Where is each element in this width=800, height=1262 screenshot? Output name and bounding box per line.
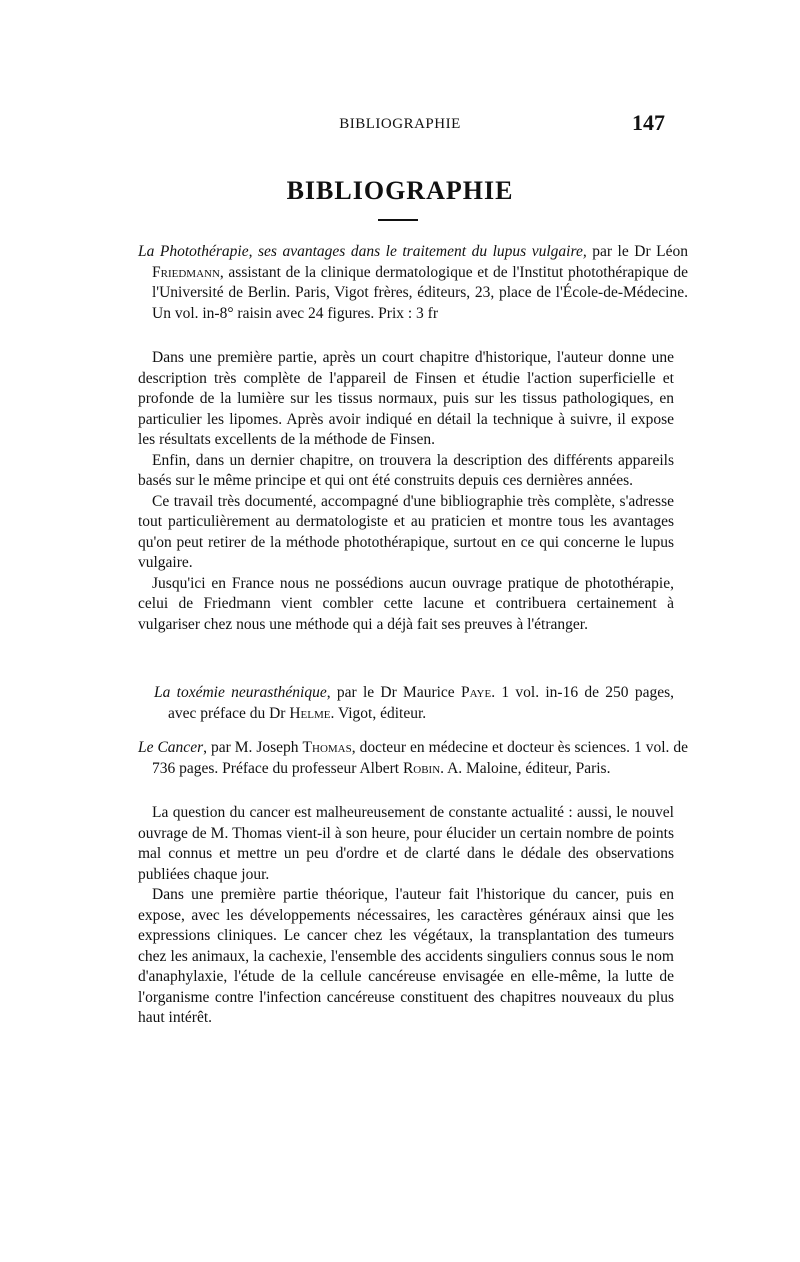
review-3-paragraph-2: Dans une première partie théorique, l'auteur fait l'historique du cancer, puis en expose, avec les développements nécessaires, les caractères généraux ainsi que les expressions cliniques. Le cancer chez les végétaux, la transplantation des tumeurs chez les animaux, la cachexie, l'ensemble des accidents singuliers connus sous le nom d'anaphylaxie, l'étude de la cellule cancéreuse envisagée en elle-même, la lutte de l'organisme contre l'infection cancéreuse constituent des chapitres nouveaux du plus haut intérêt.: [138, 886, 674, 1026]
review-1-paragraph-2: Enfin, dans un dernier chapitre, on trouvera la description des différents appareils basés sur le même principe et qui ont été construits depuis ces dernières années.: [138, 451, 674, 489]
review-3-paragraph-1: La question du cancer est malheureusement de constante actualité : aussi, le nouvel ouvrage de M. Thomas vient-il à son heure, pour élucider un certain nombre de points mal connus et mettre un peu d'ordre et de clarté dans le dédale des observations publiées chaque jour.: [138, 804, 674, 883]
entry-1-details: , assistant de la clinique dermatologique et de l'Institut photothérapique de l'Université de Berlin. Paris, Vigot frères, éditeurs, 23, place de l'École-de-Médecine. Un vol. in-8° raisin avec 24 figures. Prix : 3 fr: [152, 263, 688, 322]
review-1: [138, 348, 674, 635]
entry-2-mid: . 1 vol. in-16 de 250 pages, avec préface du Dr: [168, 684, 674, 722]
entry-2-author: Paye: [460, 684, 492, 701]
page-number: 147: [632, 110, 665, 135]
bibliography-entry-3: [138, 738, 688, 779]
page-title: BIBLIOGRAPHIE: [286, 176, 514, 205]
entry-3-author-2: Robin: [402, 759, 441, 777]
bibliography-entry-1: [138, 242, 688, 324]
entry-3-title: Le Cancer: [138, 739, 204, 756]
review-3: [138, 803, 674, 1029]
review-1-paragraph-3: Ce travail très documenté, accompagné d'une bibliographie très complète, s'adresse tout particulièrement au dermatologiste et au praticien et montre tous les avantages qu'on peut retirer de la méthode photothérapique, surtout en ce qui concerne le lupus vulgaire.: [138, 492, 674, 571]
entry-1-pre-author: par le Dr Léon: [586, 243, 688, 260]
running-head: BIBLIOGRAPHIE: [339, 116, 461, 132]
bibliography-entry-2: [138, 683, 674, 724]
entry-2-pre-author: , par le Dr Maurice: [326, 684, 461, 701]
entry-3-mid: , docteur en médecine et docteur ès sciences. 1 vol. de 736 pages. Préface du professeur Albert: [152, 739, 688, 777]
entry-3-details: . A. Maloine, éditeur, Paris.: [440, 759, 611, 777]
entry-1-title: La Photothérapie, ses avantages dans le traitement du lupus vulgaire,: [138, 243, 587, 260]
entry-3-pre-author: , par M. Joseph: [203, 739, 303, 756]
entry-3-author: Thomas: [302, 739, 352, 756]
entry-1-author: Friedmann: [152, 263, 220, 281]
review-1-paragraph-1: Dans une première partie, après un court chapitre d'historique, l'auteur donne une description très complète de l'appareil de Finsen et étudie l'action superficielle et profonde de la lumière sur les tissus normaux, puis sur les tissus pathologiques, en particulier les lipomes. Après avoir indiqué en détail la technique à suivre, il expose les résultats excellents de la méthode de Finsen.: [138, 349, 674, 448]
entry-2-details: . Vigot, éditeur.: [330, 704, 427, 722]
entry-2-title: La toxémie neurasthénique: [154, 684, 327, 701]
title-rule: [378, 219, 418, 221]
entry-2-author-2: Helme: [289, 704, 331, 722]
review-1-paragraph-4: Jusqu'ici en France nous ne possédions aucun ouvrage pratique de photothérapie, celui de Friedmann vient combler cette lacune et contribuera certainement à vulgariser chez nous une méthode qui a déjà fait ses preuves à l'étranger.: [138, 574, 674, 633]
